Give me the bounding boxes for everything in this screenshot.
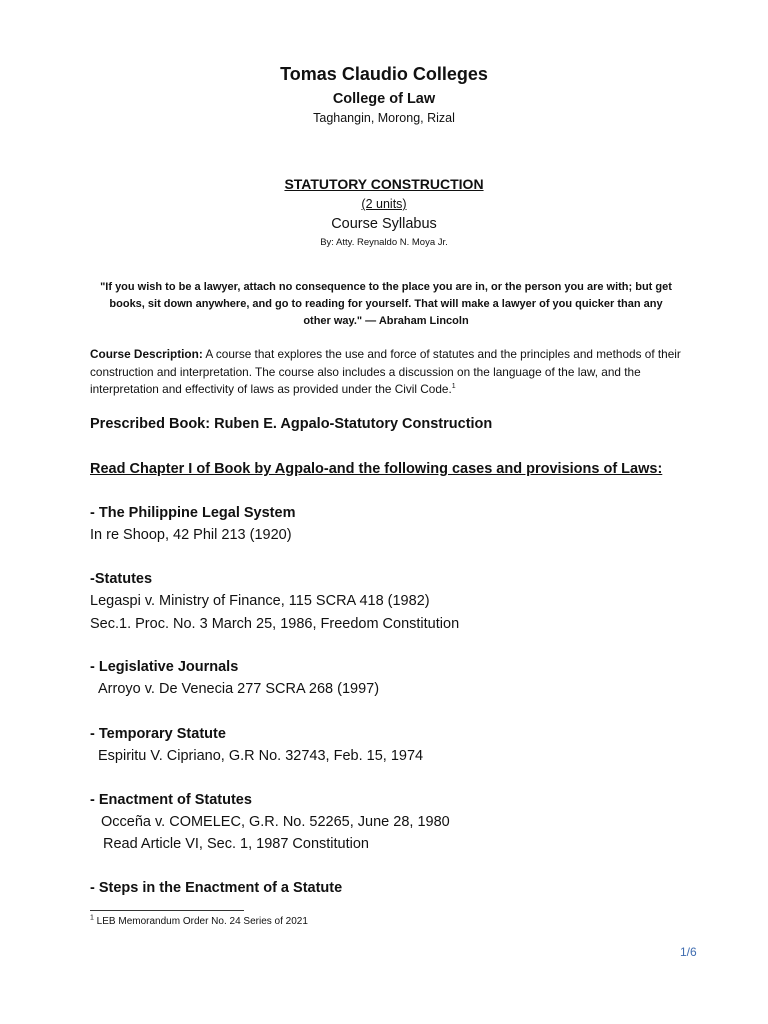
school-location: Taghangin, Morong, Rizal <box>313 111 455 125</box>
reading-instruction: Read Chapter I of Book by Agpalo-and the following cases and provisions of Laws: <box>90 461 663 477</box>
document-type: Course Syllabus <box>331 216 437 232</box>
footnote-number: 1 <box>90 914 94 922</box>
footnote-separator <box>90 910 244 911</box>
topic-reference: Read Article VI, Sec. 1, 1987 Constitution <box>103 836 369 852</box>
topic-heading: -Statutes <box>90 571 153 587</box>
topic-reference: Occeña v. COMELEC, G.R. No. 52265, June 28, 1980 <box>101 814 450 830</box>
footnote <box>90 916 308 927</box>
topic-heading: - Steps in the Enactment of a Statute <box>90 880 343 896</box>
school-name: Tomas Claudio Colleges <box>280 64 488 84</box>
topic-heading: - The Philippine Legal System <box>90 505 296 521</box>
topic-reference: Legaspi v. Ministry of Finance, 115 SCRA 418 (1982) <box>90 593 430 609</box>
page-number: 1/6 <box>680 945 697 959</box>
lincoln-quote: "If you wish to be a lawyer, attach no consequence to the place you are in, or the person you are with; but get books, sit down anywhere, and go to reading for yourself. That will make a lawyer of you quicker than any other way." — Abraham Lincoln <box>100 281 672 327</box>
course-description-text: A course that explores the use and force of statutes and the principles and methods of their construction and interpretation. The course also includes a discussion on the language of the law, and the interpretation and effectivity of laws as provided under the Civil Code. <box>90 347 681 396</box>
syllabus-author: By: Atty. Reynaldo N. Moya Jr. <box>320 237 448 248</box>
course-units: (2 units) <box>361 197 407 211</box>
topic-reference: Sec.1. Proc. No. 3 March 25, 1986, Freedom Constitution <box>90 616 460 632</box>
prescribed-book: Prescribed Book: Ruben E. Agpalo-Statutory Construction <box>90 416 493 432</box>
course-description-label: Course Description: <box>90 347 203 361</box>
topic-heading: - Enactment of Statutes <box>90 792 252 808</box>
footnote-reference[interactable]: 1 <box>451 383 456 391</box>
topic-heading: - Legislative Journals <box>90 659 239 675</box>
footnote-text: LEB Memorandum Order No. 24 Series of 2021 <box>93 916 308 927</box>
course-description <box>90 346 702 399</box>
topic-reference: Espiritu V. Cipriano, G.R No. 32743, Feb. 15, 1974 <box>98 748 424 764</box>
college-name: College of Law <box>332 91 436 107</box>
topic-heading: - Temporary Statute <box>90 726 226 742</box>
topic-reference: In re Shoop, 42 Phil 213 (1920) <box>90 527 292 543</box>
topic-reference: Arroyo v. De Venecia 277 SCRA 268 (1997) <box>98 681 380 697</box>
course-title: STATUTORY CONSTRUCTION <box>284 176 484 192</box>
